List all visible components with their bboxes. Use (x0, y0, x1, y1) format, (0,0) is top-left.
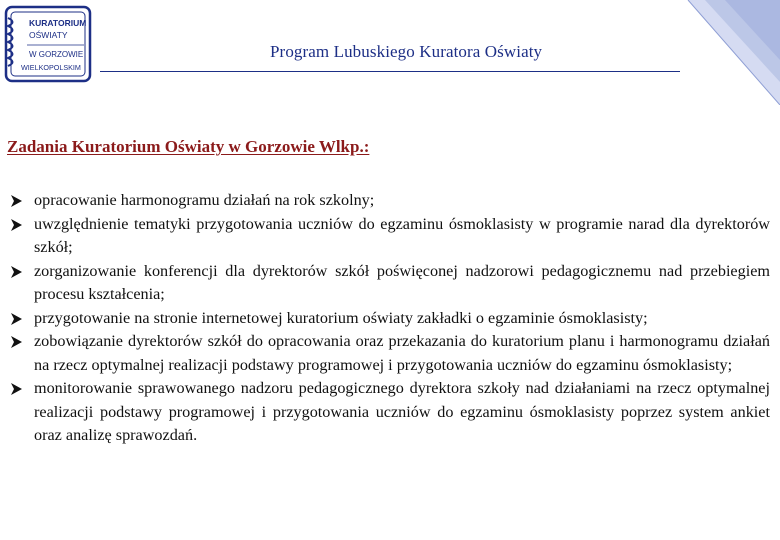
list-item-text: opracowanie harmonogramu działań na rok szkolny; (34, 191, 375, 209)
list-item (8, 307, 770, 331)
arrow-bullet-icon (8, 217, 24, 233)
arrow-bullet-icon (8, 381, 24, 397)
arrow-bullet-icon (8, 334, 24, 350)
list-item-text: zobowiązanie dyrektorów szkół do opracowania oraz przekazania do kuratorium planu i harmonogramu działań na rzecz optymalnej realizacji podstawy programowej i przygotowania uczniów do egzaminu ósmoklasisty; (34, 332, 770, 374)
task-list (8, 189, 770, 448)
list-item (8, 189, 770, 213)
list-item (8, 213, 770, 260)
arrow-bullet-icon (8, 193, 24, 209)
corner-decoration (670, 0, 780, 105)
corner-graphic (670, 0, 780, 105)
list-item-text: zorganizowanie konferencji dla dyrektorów szkół poświęconej nadzorowi pedagogicznemu nad przebiegiem procesu kształcenia; (34, 261, 770, 303)
list-item (8, 330, 770, 377)
list-item-text: uwzględnienie tematyki przygotowania uczniów do egzaminu ósmoklasisty w programie narad dla dyrektorów szkół; (34, 214, 770, 256)
logo-line-3: W GORZOWIE (29, 50, 84, 59)
list-item-text: przygotowanie na stronie internetowej kuratorium oświaty zakładki o egzaminie ósmoklasisty; (34, 308, 648, 327)
kuratorium-logo (4, 4, 94, 84)
list-item (8, 260, 770, 307)
page-title: Program Lubuskiego Kuratora Oświaty (270, 42, 543, 61)
arrow-bullet-icon (8, 264, 24, 280)
logo-line-1: KURATORIUM (29, 18, 87, 28)
section-heading: Zadania Kuratorium Oświaty w Gorzowie Wlkp.: (7, 137, 370, 156)
list-item (8, 377, 770, 448)
header-divider (100, 71, 680, 72)
arrow-bullet-icon (8, 311, 24, 327)
logo-line-4: WIELKOPOLSKIM (21, 63, 81, 72)
logo-line-2: OŚWIATY (29, 30, 68, 40)
list-item-text: monitorowanie sprawowanego nadzoru pedagogicznego dyrektora szkoły nad działaniami na rzecz optymalnej realizacji podstawy programowej i przygotowania uczniów do egzaminu ósmoklasisty poprzez system ankiet oraz analizę sprawozdań. (34, 379, 770, 444)
logo-graphic (4, 4, 94, 84)
